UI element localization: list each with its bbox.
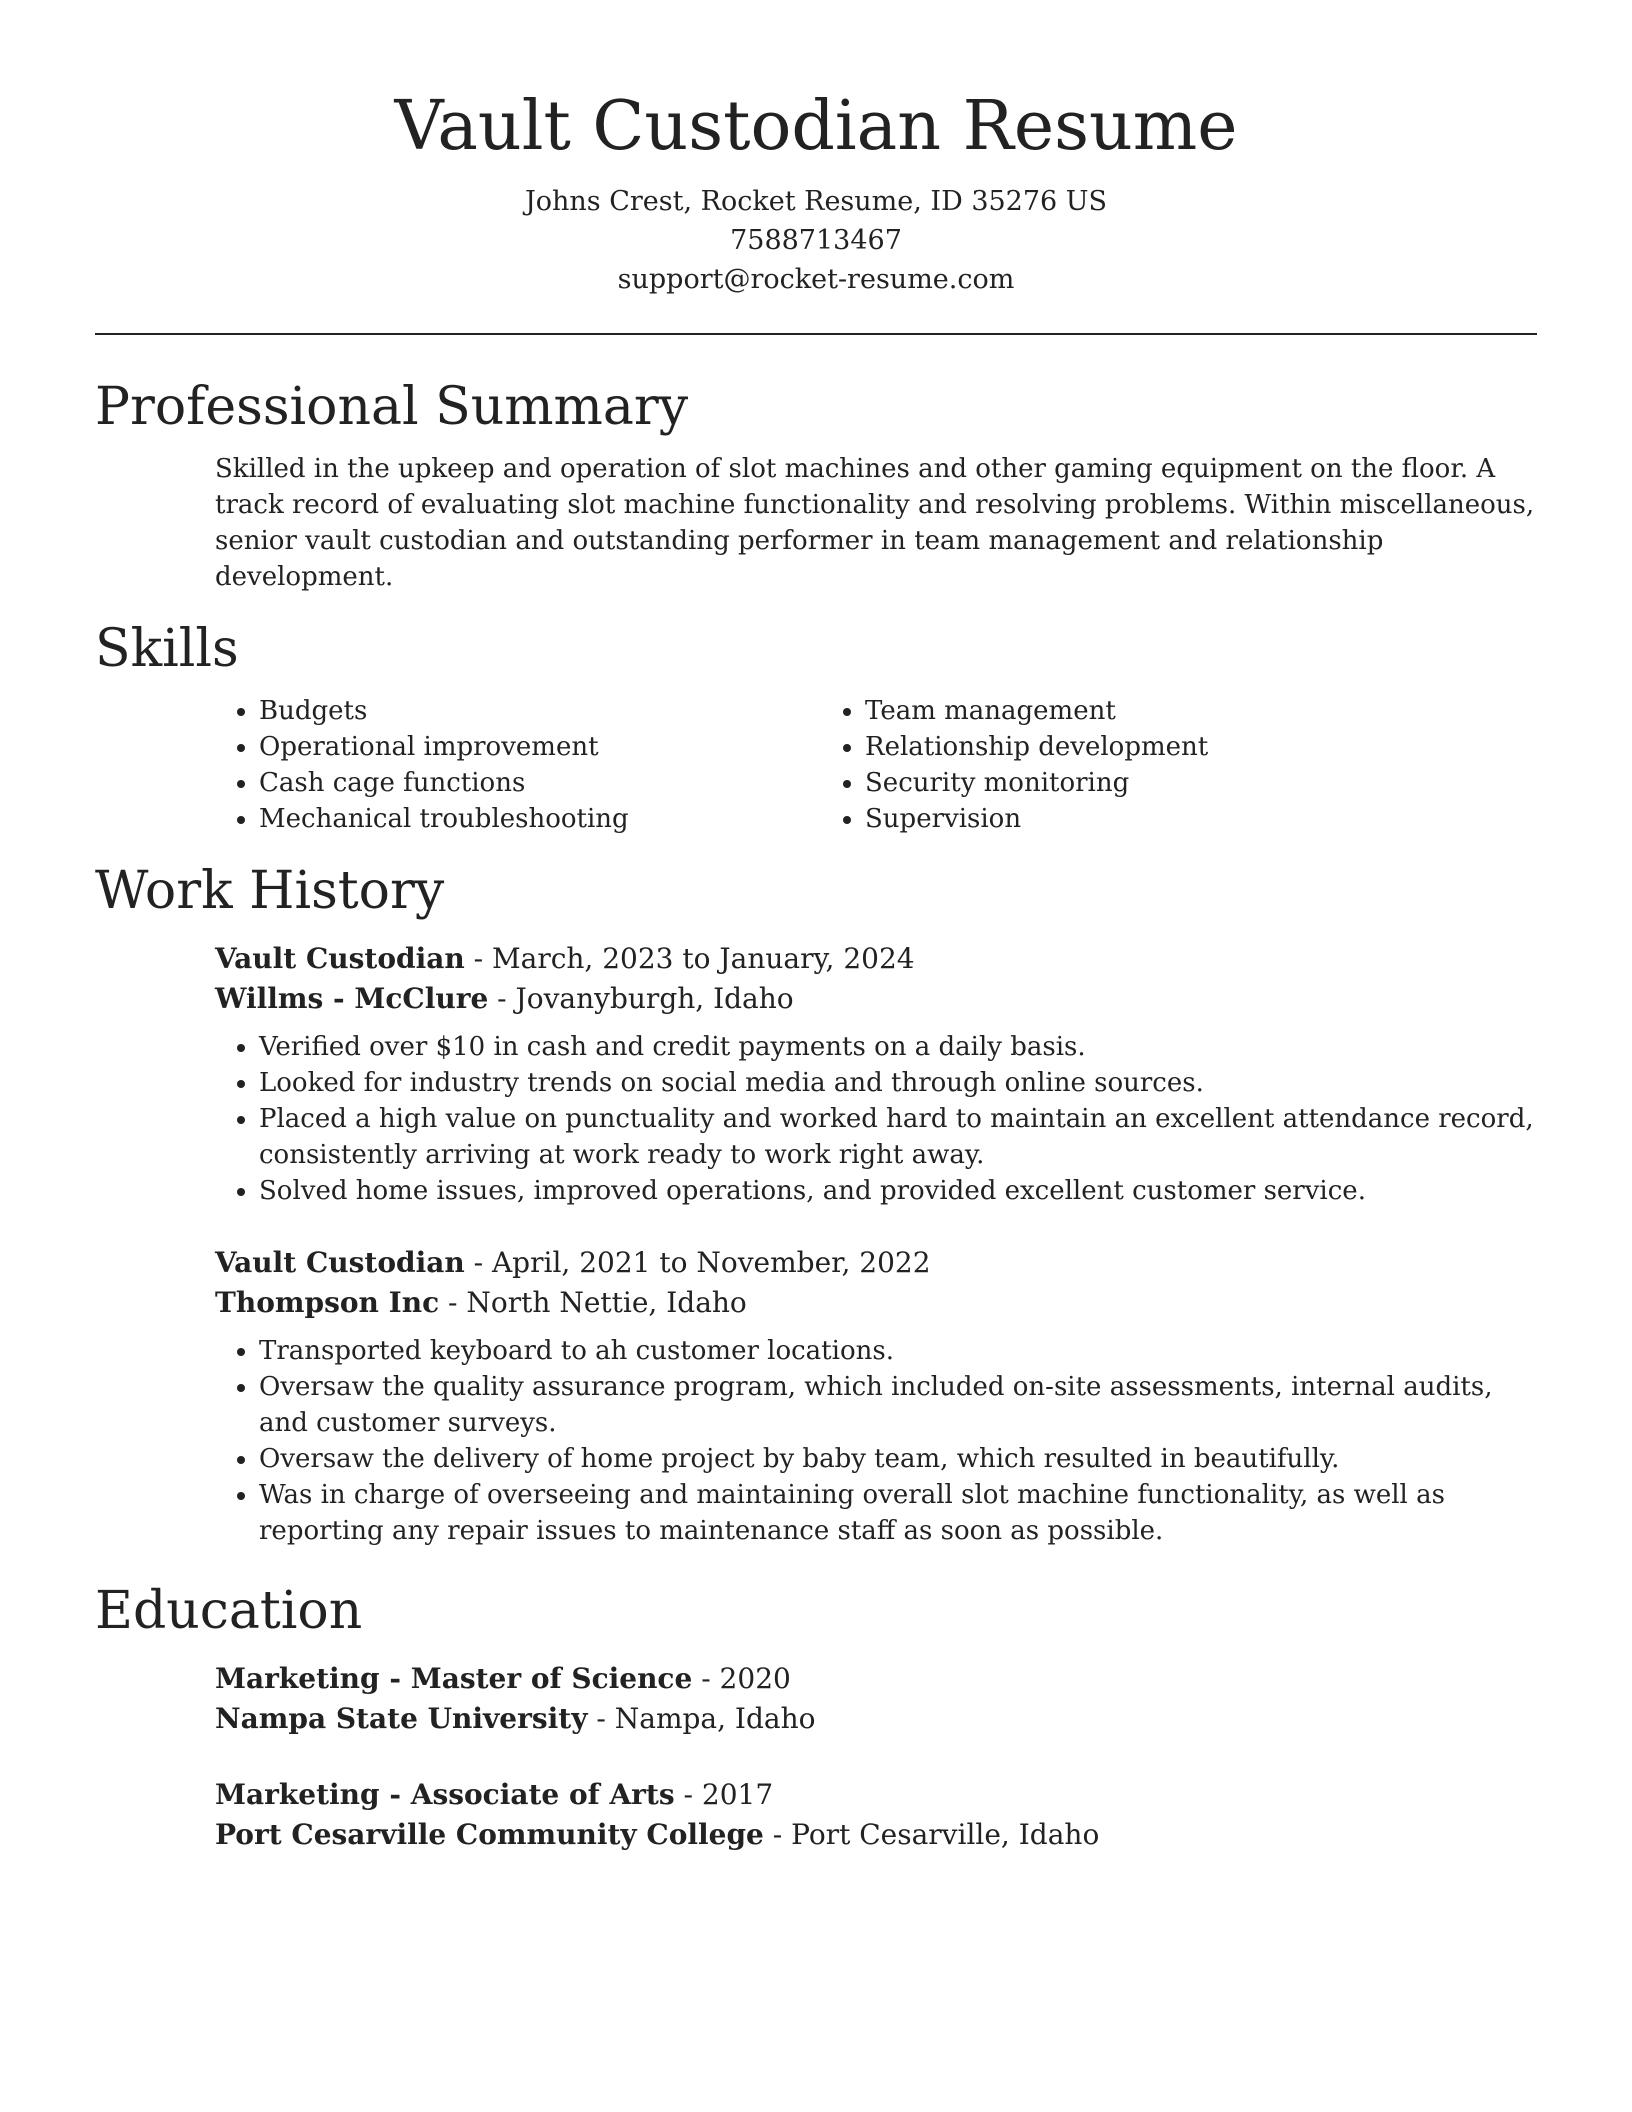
job-bullet: • Was in charge of overseeing and maintaining overall slot machine functionality, as well as reporting any repair issues to maintenance staff as soon as possible. [259, 1477, 1537, 1549]
education-location: - Port Cesarville, Idaho [763, 1818, 1100, 1851]
work-history-section [95, 859, 1537, 1549]
summary-section [95, 375, 1537, 595]
summary-body [95, 451, 1537, 595]
education-heading: Education [95, 1581, 363, 1641]
job-company-line [215, 979, 1537, 1019]
job-bullet: • Solved home issues, improved operations, and provided excellent customer service. [259, 1173, 1537, 1209]
header-divider [95, 333, 1537, 335]
education-school-line [215, 1699, 1537, 1739]
education-location: - Nampa, Idaho [587, 1702, 816, 1735]
contact-block [95, 182, 1537, 299]
job-bullet: • Transported keyboard to ah customer locations. [259, 1333, 1537, 1369]
job-company-line [215, 1283, 1537, 1323]
job-company: Willms - McClure [215, 982, 489, 1015]
education-degree: - Associate of Arts [379, 1778, 675, 1811]
job-title: Vault Custodian [215, 942, 465, 975]
education-field: Marketing [215, 1778, 380, 1811]
skills-section [95, 617, 1537, 837]
education-section [95, 1579, 1537, 1855]
skills-heading: Skills [95, 619, 239, 679]
work-history-heading: Work History [95, 861, 445, 921]
job-entry [95, 1243, 1537, 1549]
contact-address: Johns Crest, Rocket Resume, ID 35276 US [524, 186, 1108, 217]
resume-title: Vault Custodian Resume [394, 87, 1238, 166]
education-year: - 2020 [692, 1662, 791, 1695]
job-dates: - April, 2021 to November, 2022 [464, 1246, 931, 1279]
education-entry [95, 1775, 1537, 1855]
skill-item: • Supervision [865, 801, 1427, 837]
education-school-line [215, 1815, 1537, 1855]
skills-list-left [215, 693, 821, 837]
job-title-line [215, 939, 1537, 979]
skill-item: • Security monitoring [865, 765, 1427, 801]
education-degree-line [215, 1775, 1537, 1815]
job-entry [95, 939, 1537, 1209]
job-bullet: • Placed a high value on punctuality and worked hard to maintain an excellent attendance record, consistently arriving at work ready to work right away. [259, 1101, 1537, 1173]
contact-email: support@rocket-resume.com [617, 264, 1015, 295]
job-title: Vault Custodian [215, 1246, 465, 1279]
job-bullet: • Verified over $10 in cash and credit payments on a daily basis. [259, 1029, 1537, 1065]
resume-header [95, 0, 1537, 299]
education-school: Port Cesarville Community College [215, 1818, 764, 1851]
education-year: - 2017 [674, 1778, 774, 1811]
job-location: - North Nettie, Idaho [439, 1286, 747, 1319]
contact-phone: 7588713467 [730, 225, 902, 256]
skill-item: • Relationship development [865, 729, 1427, 765]
job-bullet: • Oversaw the delivery of home project by baby team, which resulted in beautifully. [259, 1441, 1537, 1477]
job-dates: - March, 2023 to January, 2024 [464, 942, 915, 975]
skills-list-right [821, 693, 1427, 837]
job-bullets [215, 1333, 1537, 1549]
job-location: - Jovanyburgh, Idaho [488, 982, 794, 1015]
summary-text: Skilled in the upkeep and operation of slot machines and other gaming equipment on the floor. A track record of evaluating slot machine functionality and resolving problems. Within miscellaneous, senior vault custodian and outstanding performer in team management and relationship development. [215, 454, 1535, 592]
education-degree-line [215, 1659, 1537, 1699]
job-bullet: • Oversaw the quality assurance program, which included on-site assessments, internal audits, and customer surveys. [259, 1369, 1537, 1441]
skill-item: • Cash cage functions [259, 765, 821, 801]
skill-item: • Mechanical troubleshooting [259, 801, 821, 837]
job-bullets [215, 1029, 1537, 1209]
education-field: Marketing [215, 1662, 380, 1695]
skill-item: • Budgets [259, 693, 821, 729]
education-entry [95, 1659, 1537, 1739]
job-title-line [215, 1243, 1537, 1283]
job-bullet: • Looked for industry trends on social media and through online sources. [259, 1065, 1537, 1101]
skill-item: • Team management [865, 693, 1427, 729]
skill-item: • Operational improvement [259, 729, 821, 765]
summary-heading: Professional Summary [95, 377, 689, 437]
education-school: Nampa State University [215, 1702, 588, 1735]
skills-grid [95, 693, 1537, 837]
job-company: Thompson Inc [215, 1286, 440, 1319]
education-degree: - Master of Science [379, 1662, 693, 1695]
